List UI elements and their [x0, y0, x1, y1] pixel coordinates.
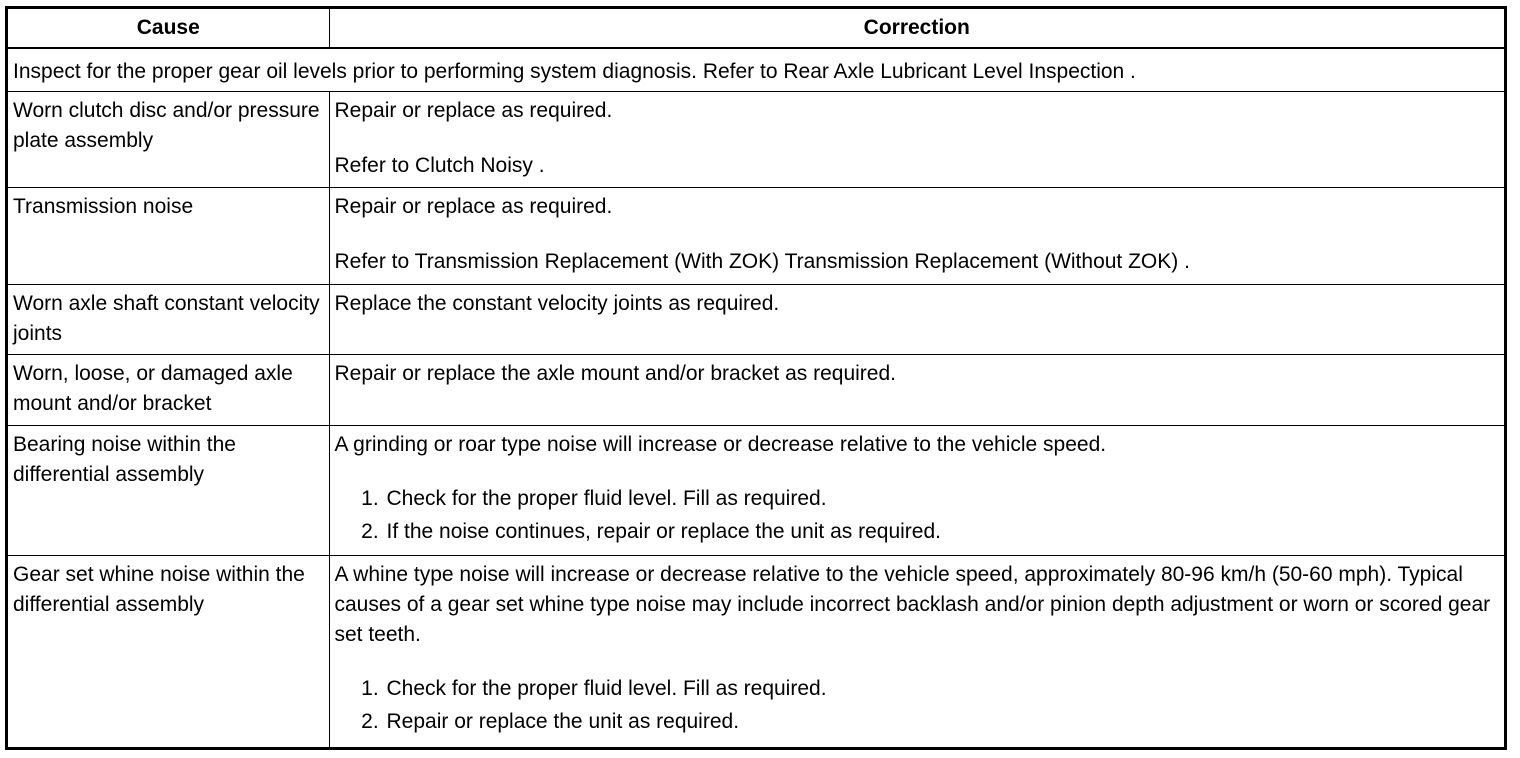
table-row: [8, 426, 1504, 556]
diagnostic-table: [8, 9, 1504, 747]
notice-cell: Inspect for the proper gear oil levels prior to performing system diagnosis. Refer to Rear Axle Lubricant Level Inspection .: [8, 48, 1504, 92]
correction-cell: [329, 556, 1504, 747]
cause-cell: Bearing noise within the differential assembly: [8, 426, 329, 556]
correction-cell: [329, 355, 1504, 426]
correction-text: Repair or replace as required.: [334, 99, 613, 122]
correction-text: Repair or replace as required.: [334, 195, 613, 219]
correction-cell: [329, 284, 1504, 355]
correction-steps: [335, 672, 1499, 738]
table-row: [8, 284, 1504, 355]
correction-step: 1. Check for the proper fluid level. Fill as required.: [385, 482, 1499, 515]
table-row: [8, 556, 1504, 747]
correction-step: 1. Check for the proper fluid level. Fill as required.: [385, 672, 1499, 705]
header-cause: Cause: [8, 9, 329, 48]
notice-row: [8, 48, 1504, 92]
correction-text: Refer to Transmission Replacement (With ZOK) Transmission Replacement (Without ZOK) .: [334, 250, 1190, 274]
correction-text: A grinding or roar type noise will increase or decrease relative to the vehicle speed.: [334, 433, 1107, 457]
cause-cell: Worn axle shaft constant velocity joints: [8, 284, 329, 355]
table-header-row: [8, 9, 1504, 48]
table-row: [8, 188, 1504, 284]
cause-cell: Worn clutch disc and/or pressure plate assembly: [8, 92, 329, 188]
table-row: [8, 92, 1504, 188]
correction-steps: [335, 482, 1499, 548]
table-body: [8, 48, 1504, 747]
correction-step: 2. Repair or replace the unit as required.: [385, 705, 1499, 738]
cause-cell: Transmission noise: [8, 188, 329, 284]
correction-text: Replace the constant velocity joints as required.: [334, 291, 780, 315]
correction-cell: [329, 92, 1504, 188]
correction-cell: [329, 188, 1504, 284]
diagnostic-table-frame: [5, 6, 1507, 750]
header-correction: Correction: [329, 9, 1504, 48]
correction-text: Refer to Clutch Noisy .: [334, 154, 545, 177]
table-row: [8, 355, 1504, 426]
correction-cell: [329, 426, 1504, 556]
correction-text: A whine type noise will increase or decrease relative to the vehicle speed, approximately 80-96 km/h (50-60 mph). Typical causes of a gear set whine type noise may include incorrect backlash and/or pinion depth adjustment or worn or scored gear set teeth.: [334, 563, 1491, 647]
cause-cell: Gear set whine noise within the differential assembly: [8, 556, 329, 747]
correction-text: Repair or replace the axle mount and/or bracket as required.: [334, 362, 896, 386]
correction-step: 2. If the noise continues, repair or replace the unit as required.: [385, 515, 1499, 548]
cause-cell: Worn, loose, or damaged axle mount and/or bracket: [8, 355, 329, 426]
